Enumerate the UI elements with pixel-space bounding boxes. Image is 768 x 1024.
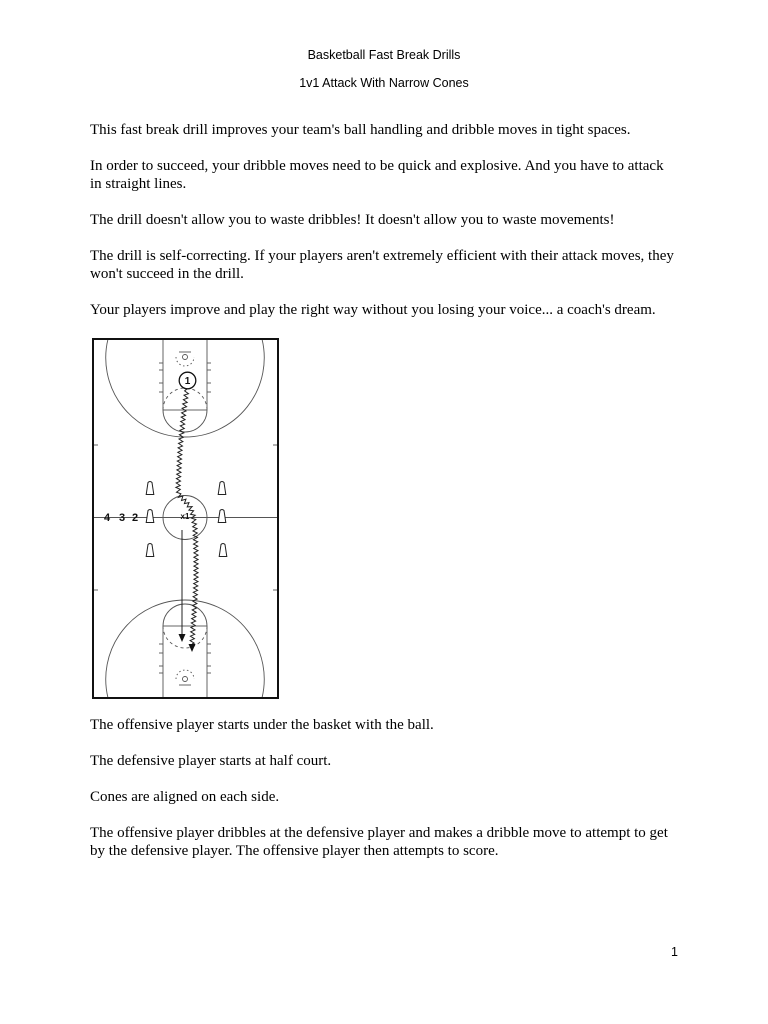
- intro-paragraph: [90, 121, 690, 139]
- step-paragraph: [90, 752, 690, 770]
- paragraph-line: The defensive player starts at half court.: [90, 753, 332, 769]
- paragraph-line: The offensive player starts under the basket with the ball.: [90, 717, 434, 733]
- intro-paragraph: [90, 211, 690, 229]
- step-paragraph: [90, 716, 690, 734]
- paragraph-line: Cones are aligned on each side.: [90, 789, 280, 805]
- paragraph-line: In order to succeed, your dribble moves need to be quick and explosive. And you have to attack: [90, 158, 664, 174]
- court-diagram-svg: [92, 338, 279, 699]
- paragraph-line: The offensive player dribbles at the defensive player and makes a dribble move to attempt to get: [90, 825, 668, 841]
- defensive-player-label: x1: [180, 512, 190, 521]
- paragraph-line: Your players improve and play the right way without you losing your voice... a coach's dream.: [90, 302, 656, 318]
- step-paragraph: [90, 824, 690, 860]
- document-body: [90, 121, 690, 878]
- paragraph-line: The drill is self-correcting. If your players aren't extremely efficient with their attack moves, they: [90, 248, 674, 264]
- intro-paragraph: [90, 247, 690, 283]
- paragraph-line: won't succeed in the drill.: [90, 266, 244, 282]
- paragraph-line: The drill doesn't allow you to waste dribbles! It doesn't allow you to waste movements!: [90, 212, 615, 228]
- document-title: Basketball Fast Break Drills: [307, 48, 461, 62]
- document-subtitle: 1v1 Attack With Narrow Cones: [299, 76, 469, 90]
- step-paragraph: [90, 788, 690, 806]
- waiting-player-label: 2: [131, 512, 139, 524]
- page-number: 1: [671, 945, 678, 959]
- paragraph-line: This fast break drill improves your team's ball handling and dribble moves in tight spaces.: [90, 122, 631, 138]
- intro-paragraph: [90, 301, 690, 319]
- paragraph-line: in straight lines.: [90, 176, 187, 192]
- waiting-player-label: 3: [118, 512, 126, 524]
- paragraph-line: by the defensive player. The offensive player then attempts to score.: [90, 843, 499, 859]
- intro-paragraph: [90, 157, 690, 193]
- court-diagram: [92, 338, 279, 699]
- offensive-player-label: 1: [184, 376, 191, 387]
- offensive-player: [179, 372, 196, 389]
- waiting-player-label: 4: [103, 512, 111, 524]
